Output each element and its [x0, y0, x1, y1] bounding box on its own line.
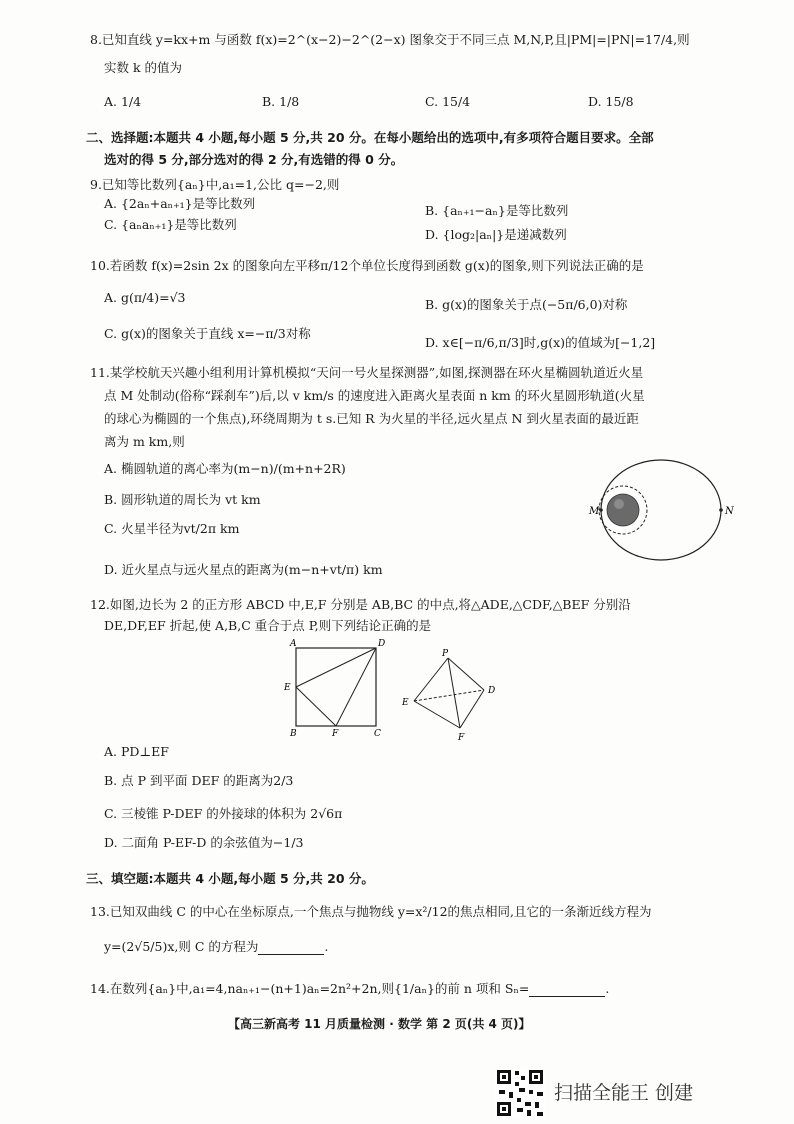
edge-ed-hidden: [414, 690, 484, 701]
label-p: P: [442, 649, 449, 659]
q9-option-d: D. {log₂|aₙ|}是递减数列: [425, 227, 567, 242]
segment-de: [296, 648, 376, 687]
label-a: A: [290, 639, 297, 649]
q9-option-a: A. {2aₙ+aₙ₊₁}是等比数列: [104, 196, 256, 211]
q11-option-a: A. 椭圆轨道的离心率为(m−n)/(m+n+2R): [104, 461, 346, 476]
q8-option-a: A. 1/4: [104, 94, 142, 109]
label-d2: D: [488, 686, 496, 696]
section2-note: 选对的得 5 分,部分选对的得 2 分,有选错的得 0 分。: [104, 152, 404, 167]
edge-df: [460, 690, 484, 728]
q8-line1: 8.已知直线 y=kx+m 与函数 f(x)=2^(x−2)−2^(2−x) 图象交于不同三点 M,N,P,且|PM|=|PN|=17/4,则: [90, 32, 690, 47]
q9-option-b: B. {aₙ₊₁−aₙ}是等比数列: [425, 203, 569, 218]
q10-option-a: A. g(π/4)=√3: [104, 290, 186, 305]
edge-pe: [414, 658, 448, 701]
q11-option-b: B. 圆形轨道的周长为 vt km: [104, 492, 261, 507]
q11-line1: 11.某学校航天兴趣小组利用计算机模拟“天问一号火星探测器”,如图,探测器在环火星椭圆轨道近火星: [90, 365, 644, 380]
mars-highlight: [614, 499, 624, 509]
square-figure: [282, 636, 392, 740]
q11-line2: 点 M 处制动(俗称“踩刹车”)后,以 v km/s 的速度进入距离火星表面 n km 的环火星圆形轨道(火星: [104, 388, 645, 403]
q8-option-d: D. 15/8: [588, 94, 634, 109]
section2-heading: 二、选择题:本题共 4 小题,每小题 5 分,共 20 分。在每小题给出的选项中,有多项符合题目要求。全部: [86, 130, 654, 145]
label-f2: F: [458, 733, 465, 742]
q8-option-b: B. 1/8: [262, 94, 300, 109]
segment-ef: [296, 687, 336, 726]
orbit-figure: [585, 440, 745, 570]
mars-planet: [607, 494, 639, 526]
label-e: E: [284, 683, 291, 693]
q14-answer-blank[interactable]: [529, 983, 605, 997]
label-b: B: [290, 729, 297, 739]
q12-option-a: A. PD⊥EF: [104, 744, 169, 759]
label-e2: E: [402, 698, 409, 708]
tetrahedron-figure: [398, 646, 528, 742]
point-n-dot: [719, 508, 723, 512]
edge-pf: [448, 658, 460, 728]
q10-option-d: D. x∈[−π/6,π/3]时,g(x)的值域为[−1,2]: [425, 335, 656, 350]
square-abcd: [296, 648, 376, 726]
edge-pd: [448, 658, 484, 690]
segment-df: [336, 648, 376, 726]
q12-line1: 12.如图,边长为 2 的正方形 ABCD 中,E,F 分别是 AB,BC 的中点,将△ADE,△CDF,△BEF 分别沿: [90, 597, 631, 612]
q9-option-c: C. {aₙaₙ₊₁}是等比数列: [104, 217, 237, 232]
q10-option-b: B. g(x)的图象关于点(−5π/6,0)对称: [425, 297, 628, 312]
point-m-dot: [599, 508, 603, 512]
q13-line2: y=(2√5/5)x,则 C 的方程为 .: [104, 939, 329, 954]
label-f: F: [332, 729, 339, 739]
q10-option-c: C. g(x)的图象关于直线 x=−π/3对称: [104, 326, 311, 341]
point-m-label: M: [589, 506, 600, 517]
q11-line4: 离为 m km,则: [104, 434, 185, 449]
q13-answer-blank[interactable]: [258, 941, 324, 955]
q9-stem: 9.已知等比数列{aₙ}中,a₁=1,公比 q=−2,则: [90, 177, 340, 192]
q11-line3: 的球心为椭圆的一个焦点),环绕周期为 t s.已知 R 为火星的半径,远火星点 N 到火星表面的最近距: [104, 411, 639, 426]
qr-code-icon: [495, 1068, 545, 1118]
q10-stem: 10.若函数 f(x)=2sin 2x 的图象向左平移π/12个单位长度得到函数 g(x)的图象,则下列说法正确的是: [90, 258, 644, 273]
point-n-label: N: [725, 506, 734, 517]
scanner-watermark: 扫描全能王 创建: [554, 1082, 694, 1104]
q12-line2: DE,DF,EF 折起,使 A,B,C 重合于点 P,则下列结论正确的是: [104, 618, 432, 633]
q13-line2-text: y=(2√5/5)x,则 C 的方程为: [104, 939, 259, 954]
page-footer: 【高三新高考 11 月质量检测 · 数学 第 2 页(共 4 页)】: [228, 1017, 531, 1031]
q11-option-c: C. 火星半径为vt/2π km: [104, 521, 240, 536]
q13-line1: 13.已知双曲线 C 的中心在坐标原点,一个焦点与抛物线 y=x²/12的焦点相同,且它的一条渐近线方程为: [90, 904, 652, 919]
q12-option-d: D. 二面角 P-EF-D 的余弦值为−1/3: [104, 835, 304, 850]
section3-heading: 三、填空题:本题共 4 小题,每小题 5 分,共 20 分。: [86, 871, 374, 886]
q14-line: 14.在数列{aₙ}中,a₁=4,naₙ₊₁−(n+1)aₙ=2n²+2n,则{1/aₙ}的前 n 项和 Sₙ= .: [90, 981, 610, 996]
q8-line2: 实数 k 的值为: [104, 60, 183, 75]
q12-option-b: B. 点 P 到平面 DEF 的距离为2/3: [104, 773, 294, 788]
q14-text: 14.在数列{aₙ}中,a₁=4,naₙ₊₁−(n+1)aₙ=2n²+2n,则{1/aₙ}的前 n 项和 Sₙ=: [90, 981, 530, 996]
edge-ef: [414, 701, 460, 728]
label-d: D: [378, 639, 386, 649]
q8-option-c: C. 15/4: [425, 94, 471, 109]
q11-option-d: D. 近火星点与远火星点的距离为(m−n+vt/π) km: [104, 562, 383, 577]
label-c: C: [374, 729, 381, 739]
q12-option-c: C. 三棱锥 P-DEF 的外接球的体积为 2√6π: [104, 806, 343, 821]
